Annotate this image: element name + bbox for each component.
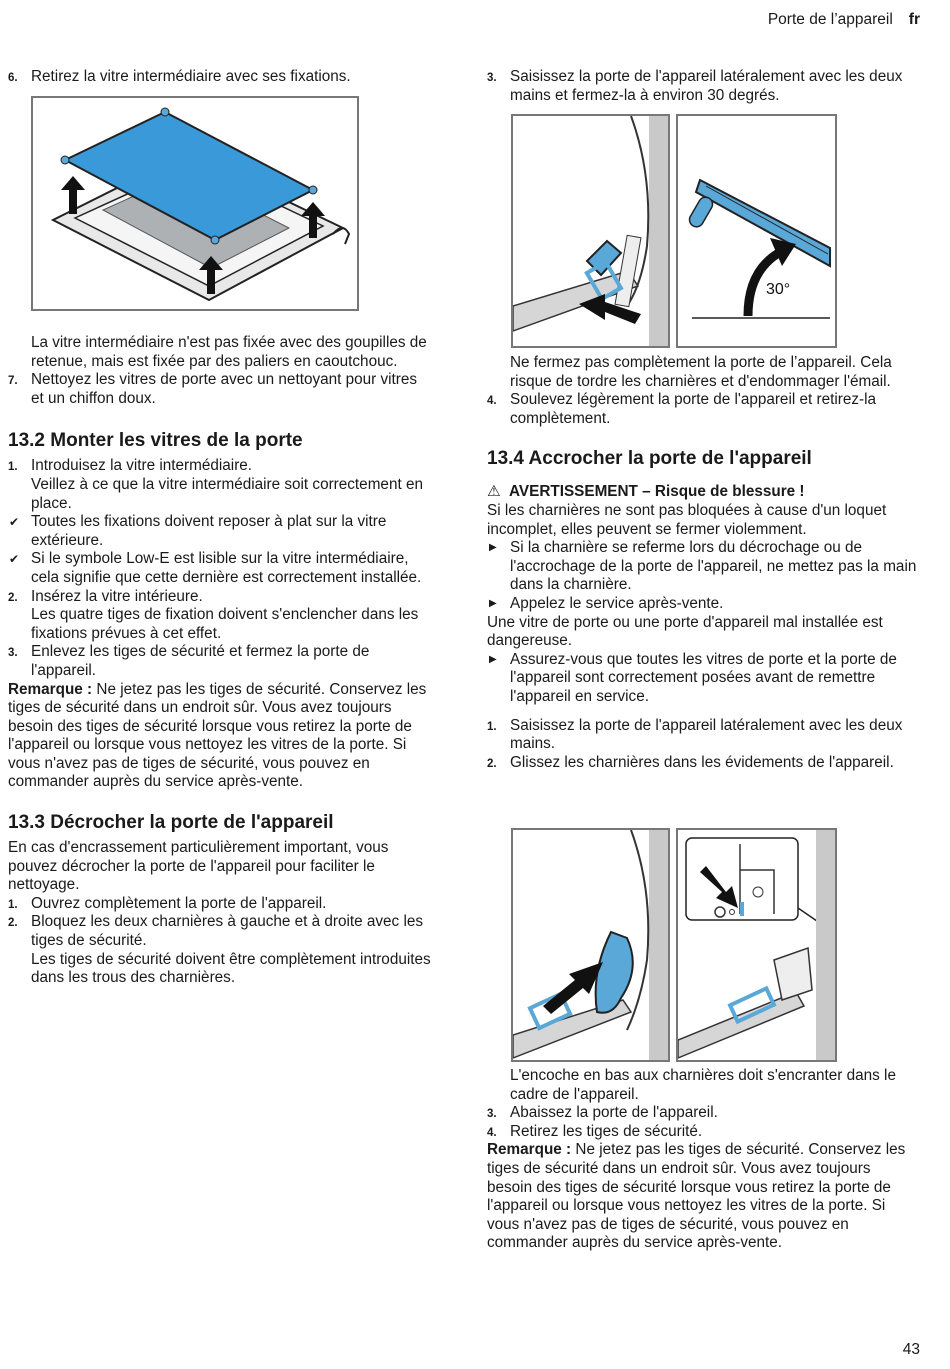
hook-step-1: 1. Saisissez la porte de l'appareil latéralement avec les deux mains. [487,716,903,753]
warning-title: ⚠ AVERTISSEMENT – Risque de blessure ! [487,483,805,501]
figure-hinge-unhook [511,114,670,348]
check-icon: ✔ [9,552,20,567]
right-column-bottom [487,1067,919,1253]
step-6: 6. Retirez la vitre intermédiaire avec ses fixations. [8,68,351,85]
door-angle-illustration [678,116,835,346]
note-step-3: Ne fermez pas complètement la porte de l’appareil. Cela risque de tordre les charnières et d'endommager l'émail. [510,354,892,390]
note-step-6: La vitre intermédiaire n'est pas fixée avec des goupilles de retenue, mais est fixée par des paliers en caoutchouc. [31,334,427,370]
check-icon: ✔ [9,515,20,530]
header-section: Porte de l’appareil [767,11,893,28]
check-item-2: ✔ Si le symbole Low-E est lisible sur la vitre intermédiaire, cela signifie que cette dernière est correctement installée. [9,550,422,586]
hinge-notch-illustration [678,830,835,1060]
heading-13-3: 13.3 Décrocher la porte de l'appareil [8,812,334,834]
heading-13-2: 13.2 Monter les vitres de la porte [8,430,303,452]
heading-13-4: 13.4 Accrocher la porte de l'appareil [487,448,812,470]
page-header [768,11,920,29]
hook-step-4: 4. Retirez les tiges de sécurité. [487,1122,703,1140]
remarque-right: Remarque : Ne jetez pas les tiges de sécurité. Conservez les tiges de sécurité dans un endroit sûr. Vous avez toujours besoin des tiges de sécurité lorsque vous retirez la porte de l'appareil ou lorsque vous nettoyez les vitres de la porte. Si vous n'avez pas de tiges de sécurité, vous pouvez en commander auprès du service après-vente. [487,1141,906,1252]
check-item-1: ✔ Toutes les fixations doivent reposer à plat sur la vitre extérieure. [9,513,387,549]
unhook-step-2: 2. Bloquez les deux charnières à gauche et à droite avec les tiges de sécurité. Les tiges de sécurité doivent être complètement introduites dans les trous des charnières. [8,913,431,987]
remarque-left: Remarque : Ne jetez pas les tiges de sécurité. Conservez les tiges de sécurité dans un endroit sûr. Vous avez toujours besoin des tiges de sécurité lorsque vous retirez la porte de l'appareil ou lorsque vous nettoyez les vitres de la porte. Si vous n'avez pas de tiges de sécurité, vous pouvez en commander auprès du service après-vente. [8,680,427,791]
note-hook-step-2: L'encoche en bas aux charnières doit s'encranter dans le cadre de l'appareil. [510,1067,896,1103]
hook-step-2: 2. Glissez les charnières dans les évidements de l'appareil. [487,753,894,771]
hinge-insert-illustration [513,830,668,1060]
warning-bullet-1: ▶ Si la charnière se referme lors du décrochage ou de l'accrochage de la porte de l'appareil, ne mettez pas la main dans la charnière. [489,539,917,594]
warning-bullet-3: ▶ Assurez-vous que toutes les vitres de porte et la porte de l'appareil sont correctement posées avant de remettre l'appareil en service. [489,650,897,705]
intro-13-3: En cas d'encrassement particulièrement important, vous pouvez décrocher la porte de l'appareil pour faciliter le nettoyage. [8,839,389,894]
angle-label: 30° [766,281,791,298]
header-lang: fr [908,11,920,28]
figure-glass-removal [31,96,359,311]
step-7: 7. Nettoyez les vitres de porte avec un nettoyant pour vitres et un chiffon doux. [8,371,418,407]
warning-text-2: Une vitre de porte ou une porte d'appareil mal installée est dangereuse. [487,613,883,650]
right-column-lower [487,354,919,772]
unhook-step-4: 4. Soulevez légèrement la porte de l'appareil et retirez-la complètement. [487,391,876,427]
figure-hinge-notch [676,828,837,1062]
warning-text-1: Si les charnières ne sont pas bloquées à cause d'un loquet incomplet, elles peuvent se fermer violemment. [487,501,887,538]
bullet-arrow-icon: ▶ [489,597,497,609]
bullet-arrow-icon: ▶ [489,653,497,665]
hook-step-3: 3. Abaissez la porte de l'appareil. [487,1104,718,1122]
glass-removal-illustration [33,98,357,309]
unhook-step-3: 3. Saisissez la porte de l'appareil latéralement avec les deux mains et fermez-la à environ 30 degrés. [487,68,903,104]
mount-step-1: 1. Introduisez la vitre intermédiaire. Veillez à ce que la vitre intermédiaire soit correctement en place. [8,457,423,512]
left-column-lower [8,334,434,988]
left-column [8,68,434,87]
page-number: 43 [902,1341,920,1358]
bullet-arrow-icon: ▶ [489,542,497,554]
unhook-step-1: 1. Ouvrez complètement la porte de l'appareil. [8,894,327,912]
mount-step-2: 2. Insérez la vitre intérieure. Les quatre tiges de fixation doivent s'enclencher dans les fixations prévues à cet effet. [8,587,419,642]
figure-hinge-insert [511,828,670,1062]
warning-triangle-icon: ⚠ [487,483,501,501]
right-column [487,68,919,105]
figure-door-angle [676,114,837,348]
mount-step-3: 3. Enlevez les tiges de sécurité et fermez la porte de l'appareil. [8,643,370,679]
hinge-unhook-illustration [513,116,668,346]
warning-bullet-2: ▶ Appelez le service après-vente. [489,594,724,612]
